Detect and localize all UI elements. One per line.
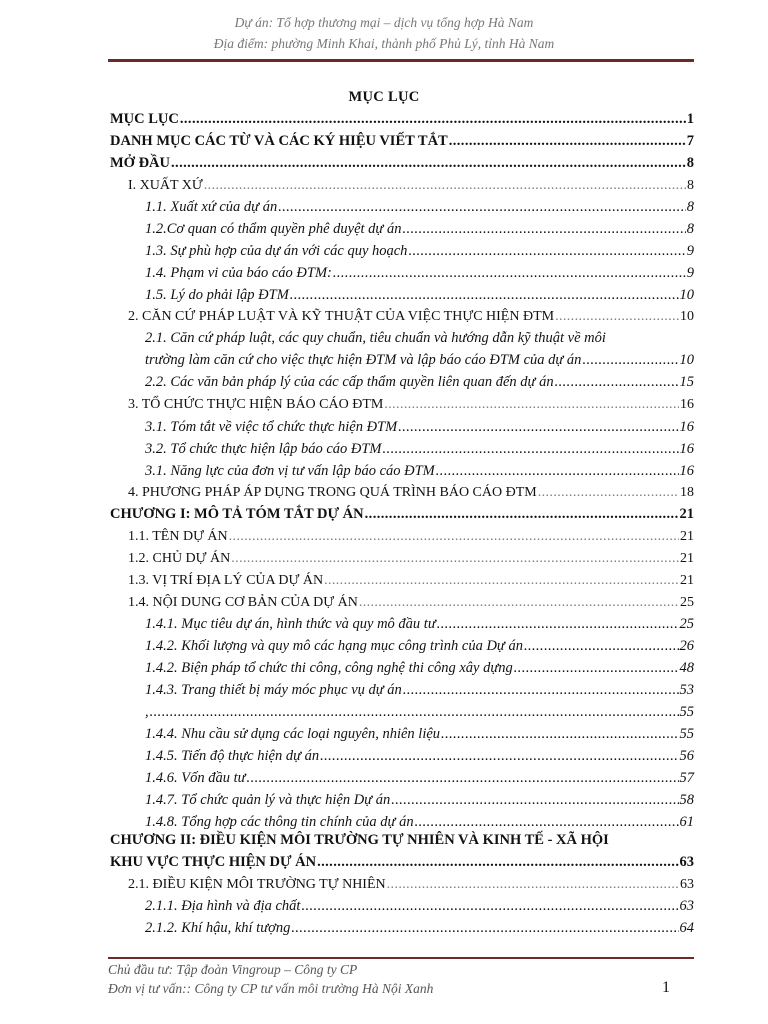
toc-entry[interactable]: 3.1. Tóm tắt về việc tổ chức thực hiện ĐTM ..... 16 xyxy=(145,419,694,436)
toc-entry[interactable]: 1.2. CHỦ DỰ ÁN ..... 21 xyxy=(128,551,694,567)
page-number: 1 xyxy=(662,979,670,996)
toc-entry[interactable]: 1.4. NỘI DUNG CƠ BẢN CỦA DỰ ÁN ..... 25 xyxy=(128,595,694,611)
toc-entry[interactable]: 1.4.5. Tiến độ thực hiện dự án ..... 56 xyxy=(145,748,694,765)
toc-entry[interactable]: 4. PHƯƠNG PHÁP ÁP DỤNG TRONG QUÁ TRÌNH BÁO CÁO ĐTM ..... 18 xyxy=(128,485,694,501)
header-project-line: Dự án: Tổ hợp thương mại – dịch vụ tổng hợp Hà Nam xyxy=(234,15,534,30)
toc-entry[interactable]: 1.3. Sự phù hợp của dự án với các quy hoạch ..... 9 xyxy=(145,243,694,260)
toc-entry-line1[interactable]: 2.1. Căn cứ pháp luật, các quy chuẩn, tiêu chuẩn và hướng dẫn kỹ thuật về môi xyxy=(145,330,606,346)
toc-entry[interactable]: , ..... 55 xyxy=(145,704,694,721)
toc-entry[interactable]: 2.1.2. Khí hậu, khí tượng ..... 64 xyxy=(145,920,694,937)
toc-entry[interactable]: 1.4.8. Tổng hợp các thông tin chính của dự án ..... 61 xyxy=(145,814,694,831)
toc-entry[interactable]: 1.5. Lý do phải lập ĐTM ..... 10 xyxy=(145,287,694,304)
toc-entry[interactable]: I. XUẤT XỨ ..... 8 xyxy=(128,178,694,194)
toc-entry[interactable]: MỞ ĐẦU ..... 8 xyxy=(110,155,694,172)
toc-entry[interactable]: 1.2.Cơ quan có thẩm quyền phê duyệt dự án ..... 8 xyxy=(145,221,694,238)
toc-entry[interactable]: 2. CĂN CỨ PHÁP LUẬT VÀ KỸ THUẬT CỦA VIỆC THỰC HIỆN ĐTM ..... 10 xyxy=(128,309,694,325)
toc-entry[interactable]: 1.1. Xuất xứ của dự án ..... 8 xyxy=(145,199,694,216)
toc-entry[interactable]: 1.4.2. Biện pháp tổ chức thi công, công nghệ thi công xây dựng ..... 48 xyxy=(145,660,694,677)
footer-divider xyxy=(108,957,694,959)
toc-entry[interactable]: 1.4.7. Tổ chức quản lý và thực hiện Dự án ..... 58 xyxy=(145,792,694,809)
toc-entry[interactable]: 3.2. Tổ chức thực hiện lập báo cáo ĐTM ..... 16 xyxy=(145,441,694,458)
toc-entry[interactable]: 3. TỔ CHỨC THỰC HIỆN BÁO CÁO ĐTM ..... 16 xyxy=(128,397,694,413)
toc-entry[interactable]: 2.1. ĐIỀU KIỆN MÔI TRƯỜNG TỰ NHIÊN ..... 63 xyxy=(128,877,694,893)
footer-consultant-line: Đơn vị tư vấn:: Công ty CP tư vấn môi trường Hà Nội Xanh xyxy=(108,981,434,996)
toc-entry-line1[interactable]: CHƯƠNG II: ĐIỀU KIỆN MÔI TRƯỜNG TỰ NHIÊN VÀ KINH TẾ - XÃ HỘI xyxy=(110,832,609,848)
toc-entry[interactable]: trường làm căn cứ cho việc thực hiện ĐTM và lập báo cáo ĐTM của dự án ..... 10 xyxy=(145,352,694,369)
toc-entry[interactable]: KHU VỰC THỰC HIỆN DỰ ÁN ..... 63 xyxy=(110,854,694,871)
toc-entry[interactable]: 1.3. VỊ TRÍ ĐỊA LÝ CỦA DỰ ÁN ..... 21 xyxy=(128,573,694,589)
toc-entry[interactable]: 1.4.1. Mục tiêu dự án, hình thức và quy mô đầu tư ..... 25 xyxy=(145,616,694,633)
toc-entry[interactable]: 1.4.4. Nhu cầu sử dụng các loại nguyên, nhiên liệu ..... 55 xyxy=(145,726,694,743)
toc-entry[interactable]: 1.4.6. Vốn đầu tư ..... 57 xyxy=(145,770,694,787)
toc-entry[interactable]: 3.1. Năng lực của đơn vị tư vấn lập báo cáo ĐTM ..... 16 xyxy=(145,463,694,480)
toc-entry[interactable]: 1.4. Phạm vi của báo cáo ĐTM: ..... 9 xyxy=(145,265,694,282)
footer-investor-line: Chủ đầu tư: Tập đoàn Vingroup – Công ty CP xyxy=(108,962,358,977)
toc-entry[interactable]: MỤC LỤC ..... 1 xyxy=(110,111,694,128)
toc-entry[interactable]: 1.4.3. Trang thiết bị máy móc phục vụ dự án ..... 53 xyxy=(145,682,694,699)
toc-entry[interactable]: 1.1. TÊN DỰ ÁN ..... 21 xyxy=(128,529,694,545)
page-title: MỤC LỤC xyxy=(348,89,420,105)
toc-entry[interactable]: 1.4.2. Khối lượng và quy mô các hạng mục công trình của Dự án ..... 26 xyxy=(145,638,694,655)
header-location-line: Địa điểm: phường Minh Khai, thành phố Phủ Lý, tỉnh Hà Nam xyxy=(213,36,555,51)
toc-entry[interactable]: DANH MỤC CÁC TỪ VÀ CÁC KÝ HIỆU VIẾT TẮT ..... 7 xyxy=(110,133,694,150)
toc-entry[interactable]: 2.1.1. Địa hình và địa chất ..... 63 xyxy=(145,898,694,915)
toc-entry[interactable]: CHƯƠNG I: MÔ TẢ TÓM TẮT DỰ ÁN ..... 21 xyxy=(110,506,694,523)
toc-entry[interactable]: 2.2. Các văn bản pháp lý của các cấp thẩm quyền liên quan đến dự án ..... 15 xyxy=(145,374,694,391)
header-divider xyxy=(108,59,694,62)
